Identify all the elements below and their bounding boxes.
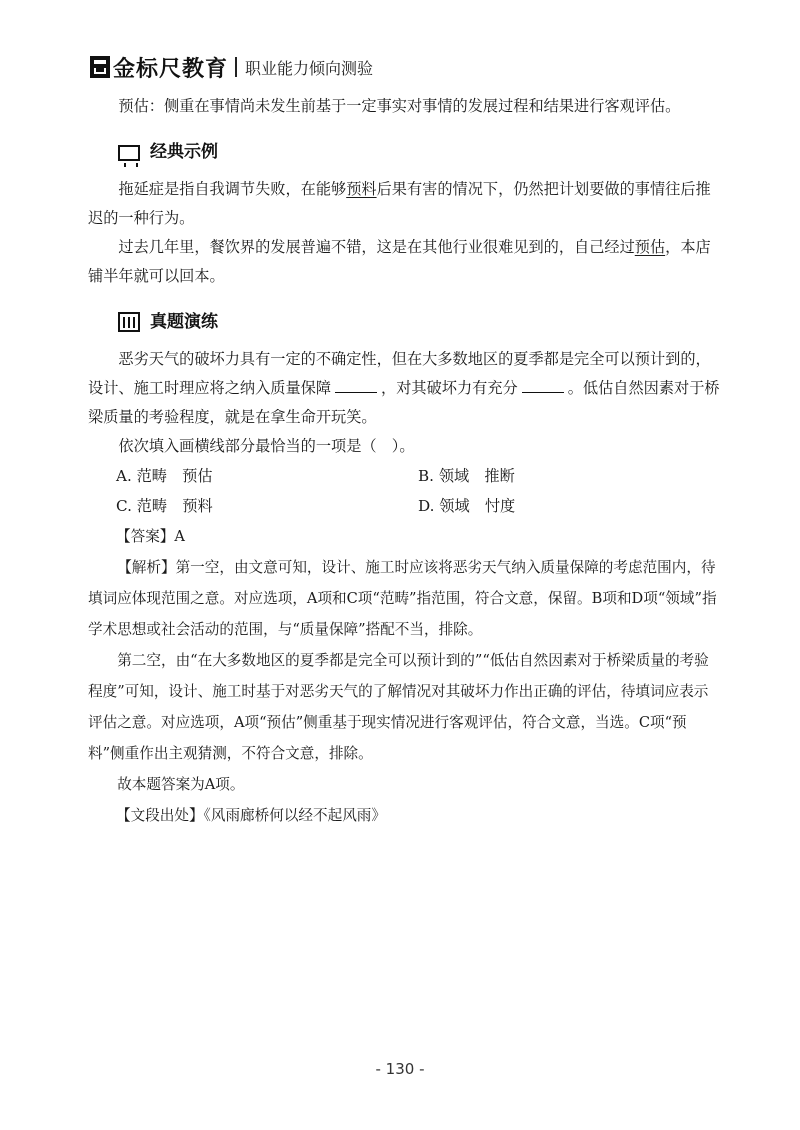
question-text: ，对其破坏力有充分 bbox=[381, 379, 518, 397]
page-number: - 130 - bbox=[375, 1060, 425, 1078]
page-header bbox=[90, 50, 710, 84]
subject-title: 职业能力倾向测验 bbox=[245, 58, 374, 78]
example-paragraph-1 bbox=[88, 175, 720, 233]
example-text: 拖延症是指自我调节失败，在能够 bbox=[118, 180, 347, 198]
keyword: 预估 bbox=[634, 238, 666, 256]
intro-paragraph: 预估：侧重在事情尚未发生前基于一定事实对事情的发展过程和结果进行客观评估。 bbox=[118, 97, 681, 115]
page-content bbox=[88, 92, 720, 831]
analysis-paragraph-1: 【解析】第一空，由文意可知，设计、施工时应该将恶劣天气纳入质量保障的考虑范围内，待填词应体现范围之意。对应选项，A项和C项“范畴”指范围，符合文意，保留。B项和D项“领域”指学术思想或社会活动的范围，与“质量保障”搭配不当，排除。 bbox=[88, 559, 717, 638]
presentation-icon bbox=[118, 145, 140, 161]
section-heading-examples bbox=[88, 137, 720, 167]
option-c: C. 范畴 预料 bbox=[116, 497, 213, 515]
logo-icon bbox=[90, 56, 110, 78]
header-divider bbox=[235, 57, 237, 77]
brand-name: 金标尺教育 bbox=[113, 56, 229, 82]
answer-section bbox=[88, 521, 720, 831]
example-text: ，本店铺半年就可以回本。 bbox=[88, 238, 711, 285]
section-title: 真题演练 bbox=[150, 311, 218, 332]
blank-line bbox=[522, 378, 564, 393]
example-paragraph-2 bbox=[88, 233, 720, 291]
analysis-paragraph-2: 第二空，由“在大多数地区的夏季都是完全可以预计到的”“低估自然因素对于桥梁质量的考验程度”可知，设计、施工时基于对恶劣天气的了解情况对其破坏力作出正确的评估，待填词应表示评估之意。对应选项，A项“预估”侧重基于现实情况进行客观评估，符合文意，当选。C项“预料”侧重作出主观猜测，不符合文意，排除。 bbox=[88, 652, 709, 762]
option-d: D. 领域 忖度 bbox=[418, 497, 516, 515]
question-text: 。低估自然因素对于桥梁质量的考验程度，就是在拿生命开玩笑。 bbox=[88, 379, 720, 426]
option-a: A. 范畴 预估 bbox=[116, 467, 213, 485]
keyword: 预料 bbox=[346, 180, 377, 198]
example-text: 过去几年里，餐饮界的发展普遍不错，这是在其他行业很难见到的，自己经过 bbox=[118, 238, 635, 256]
section-title: 经典示例 bbox=[150, 141, 218, 162]
brand-logo bbox=[90, 52, 228, 83]
question-prompt: 依次填入画横线部分最恰当的一项是（ ）。 bbox=[118, 437, 415, 455]
blank-line bbox=[335, 378, 377, 393]
example-text: 后果有害的情况下，仍然把计划要做的事情往后推迟的一种行为。 bbox=[88, 180, 711, 227]
answer-options bbox=[88, 461, 720, 521]
question-text: 恶劣天气的破坏力具有一定的不确定性，但在大多数地区的夏季都是完全可以预计到的，设计、施工时理应将之纳入质量保障 bbox=[88, 350, 711, 397]
question-paragraph bbox=[88, 345, 720, 432]
source-citation: 【文段出处】《风雨廊桥何以经不起风雨》 bbox=[116, 807, 386, 824]
sliders-icon bbox=[118, 312, 140, 332]
answer-label: 【答案】A bbox=[116, 528, 185, 545]
option-b: B. 领域 推断 bbox=[418, 467, 515, 485]
section-heading-practice bbox=[88, 307, 720, 337]
conclusion: 故本题答案为A项。 bbox=[117, 776, 245, 793]
